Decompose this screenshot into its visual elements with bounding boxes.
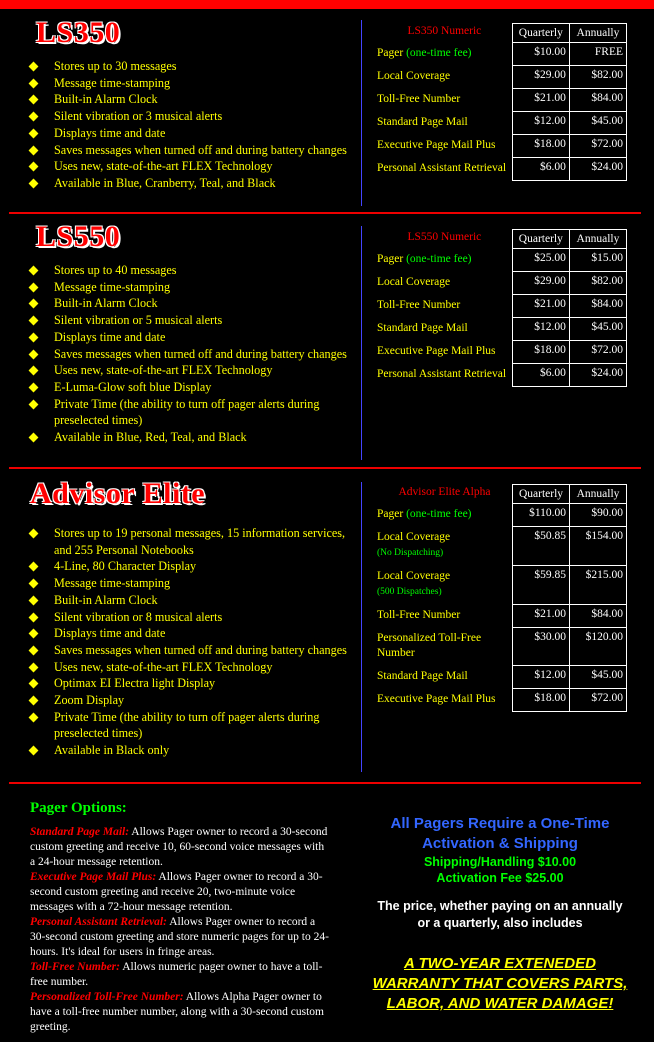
feature-text: 4-Line, 80 Character Display xyxy=(54,559,197,574)
option-description: Allows Alpha Pager owner to have a toll-free number number, along with a 30-second custom greeting. xyxy=(30,991,324,1033)
product-title: LS550 xyxy=(36,220,121,253)
product-title: Advisor Elite xyxy=(30,477,206,510)
feature-item xyxy=(30,558,360,575)
feature-item xyxy=(30,692,360,709)
feature-item xyxy=(30,379,360,396)
column-header-quarterly: Quarterly xyxy=(512,230,569,249)
feature-item xyxy=(30,295,360,312)
feature-text: Saves messages when turned off and during battery changes xyxy=(54,642,347,657)
table-header-row xyxy=(375,485,627,504)
feature-item xyxy=(30,279,360,296)
diamond-bullet-icon xyxy=(29,399,39,409)
diamond-bullet-icon xyxy=(29,595,39,605)
row-label xyxy=(375,89,512,112)
row-label xyxy=(375,135,512,158)
diamond-bullet-icon xyxy=(29,162,39,172)
feature-text: Stores up to 40 messages xyxy=(54,263,177,277)
shipping-fee: Shipping/Handling $10.00 xyxy=(423,855,577,869)
diamond-bullet-icon xyxy=(29,746,39,756)
row-label-text: Pager xyxy=(377,507,407,520)
row-label xyxy=(375,318,512,341)
row-label xyxy=(375,364,512,387)
row-label-note: (one-time fee) xyxy=(406,46,472,59)
section-divider xyxy=(9,782,641,784)
row-label xyxy=(375,341,512,364)
diamond-bullet-icon xyxy=(29,128,39,138)
table-title: LS550 Numeric xyxy=(407,230,482,243)
feature-text: Built-in Alarm Clock xyxy=(54,592,158,607)
feature-item xyxy=(30,262,360,279)
annual-price: $15.00 xyxy=(569,249,626,272)
option-description: Allows Pager owner to record a 30-second custom greeting and receive 10, 60-second voice messages with a 24-hour message retention. xyxy=(30,826,328,868)
feature-item xyxy=(30,709,360,742)
pricing-table xyxy=(375,23,627,181)
table-row xyxy=(375,318,627,341)
feature-text: Displays time and date xyxy=(54,125,166,140)
table-header-row xyxy=(375,230,627,249)
feature-item xyxy=(30,429,360,446)
option-term: Toll-Free Number: xyxy=(30,961,120,973)
annual-price: $72.00 xyxy=(569,135,626,158)
row-label-text: Personal Assistant Retrieval xyxy=(377,161,507,174)
feature-text: Private Time (the ability to turn off pager alerts during preselected times) xyxy=(54,396,320,428)
feature-item xyxy=(30,346,360,363)
section-divider xyxy=(9,467,641,469)
feature-text: Stores up to 19 personal messages, 15 information services, and 255 Personal Notebooks xyxy=(54,526,346,557)
diamond-bullet-icon xyxy=(29,382,39,392)
feature-text: Private Time (the ability to turn off pager alerts during preselected times) xyxy=(54,709,320,741)
quarterly-price: $110.00 xyxy=(512,504,569,527)
diamond-bullet-icon xyxy=(29,579,39,589)
feature-text: Silent vibration or 8 musical alerts xyxy=(54,609,223,624)
option-item xyxy=(30,825,330,870)
quarterly-price: $29.00 xyxy=(512,272,569,295)
diamond-bullet-icon xyxy=(29,95,39,105)
table-row xyxy=(375,605,627,628)
row-label xyxy=(375,43,512,66)
row-label-note: (one-time fee) xyxy=(406,252,472,265)
annual-price: $215.00 xyxy=(570,566,627,605)
diamond-bullet-icon xyxy=(29,112,39,122)
activation-fee: Activation Fee $25.00 xyxy=(436,871,564,885)
feature-text: Uses new, state-of-the-art FLEX Technology xyxy=(54,659,273,674)
row-label-text: Standard Page Mail xyxy=(377,321,468,334)
feature-text: Uses new, state-of-the-art FLEX Technology xyxy=(54,159,273,174)
option-term: Personalized Toll-Free Number: xyxy=(30,991,184,1003)
table-row xyxy=(375,272,627,295)
feature-list xyxy=(30,58,360,192)
feature-item xyxy=(30,75,360,92)
quarterly-price: $59.85 xyxy=(512,566,569,605)
feature-text: Available in Blue, Cranberry, Teal, and Black xyxy=(54,175,276,190)
annual-price: $120.00 xyxy=(570,628,627,666)
quarterly-price: $30.00 xyxy=(512,628,569,666)
feature-text: Saves messages when turned off and during battery changes xyxy=(54,142,347,157)
feature-item xyxy=(30,125,360,142)
pricing-table xyxy=(375,229,627,387)
table-row xyxy=(375,504,627,527)
feature-item xyxy=(30,592,360,609)
column-divider xyxy=(361,20,362,206)
product-title: LS350 xyxy=(36,16,121,49)
row-label-text: Personal Assistant Retrieval xyxy=(377,367,507,380)
column-header-annually: Annually xyxy=(569,230,626,249)
feature-text: Saves messages when turned off and during battery changes xyxy=(54,346,347,361)
annual-price: $24.00 xyxy=(569,364,626,387)
row-label-text: Local Coverage xyxy=(377,530,451,543)
table-row xyxy=(375,249,627,272)
feature-item xyxy=(30,91,360,108)
annual-price: $72.00 xyxy=(569,341,626,364)
option-term: Personal Assistant Retrieval: xyxy=(30,916,167,928)
option-description: Allows Pager owner to record a 30-second custom greeting and store numeric pages for up to 24-hours. It's ideal for users in fringe areas. xyxy=(30,916,329,958)
row-label-text: Executive Page Mail Plus xyxy=(377,138,496,151)
pager-options xyxy=(30,800,330,1035)
top-red-bar xyxy=(0,0,654,9)
row-label xyxy=(375,249,512,272)
annual-price: $45.00 xyxy=(569,112,626,135)
feature-item xyxy=(30,108,360,125)
feature-item xyxy=(30,175,360,192)
feature-text: Silent vibration or 5 musical alerts xyxy=(54,313,223,328)
row-label-text: Pager xyxy=(377,252,407,265)
feature-item xyxy=(30,742,360,759)
feature-item xyxy=(30,158,360,175)
feature-item xyxy=(30,642,360,659)
diamond-bullet-icon xyxy=(29,562,39,572)
row-label xyxy=(375,666,512,689)
diamond-bullet-icon xyxy=(29,679,39,689)
feature-item xyxy=(30,575,360,592)
diamond-bullet-icon xyxy=(29,282,39,292)
option-item xyxy=(30,960,330,990)
row-label xyxy=(375,272,512,295)
column-divider xyxy=(361,482,362,772)
feature-text: Displays time and date xyxy=(54,329,166,344)
diamond-bullet-icon xyxy=(29,299,39,309)
options-list xyxy=(30,825,330,1035)
column-header-quarterly: Quarterly xyxy=(512,24,569,43)
quarterly-price: $12.00 xyxy=(512,318,569,341)
feature-text: Built-in Alarm Clock xyxy=(54,296,158,311)
annual-price: $72.00 xyxy=(570,689,627,712)
diamond-bullet-icon xyxy=(29,712,39,722)
quarterly-price: $6.00 xyxy=(512,158,569,181)
feature-text: Displays time and date xyxy=(54,626,166,641)
option-term: Standard Page Mail: xyxy=(30,826,130,838)
table-row xyxy=(375,364,627,387)
feature-text: Message time-stamping xyxy=(54,576,171,591)
diamond-bullet-icon xyxy=(29,662,39,672)
feature-item xyxy=(30,312,360,329)
row-label-text: Toll-Free Number xyxy=(377,608,461,621)
feature-item xyxy=(30,659,360,676)
row-label-sub: (No Dispatching) xyxy=(377,547,444,558)
table-row xyxy=(375,689,627,712)
diamond-bullet-icon xyxy=(29,696,39,706)
feature-item xyxy=(30,525,360,558)
option-term: Executive Page Mail Plus: xyxy=(30,871,157,883)
feature-text: Stores up to 30 messages xyxy=(54,59,177,73)
annual-price: $154.00 xyxy=(570,527,627,566)
table-header-row xyxy=(375,24,627,43)
row-label xyxy=(375,628,512,666)
feature-item xyxy=(30,396,360,429)
feature-text: Built-in Alarm Clock xyxy=(54,92,158,107)
diamond-bullet-icon xyxy=(29,178,39,188)
quarterly-price: $25.00 xyxy=(512,249,569,272)
option-description: Allows numeric pager owner to have a toll-free number. xyxy=(30,961,323,988)
row-label xyxy=(375,566,512,605)
row-label-note: (one-time fee) xyxy=(406,507,472,520)
row-label-text: Executive Page Mail Plus xyxy=(377,344,496,357)
quarterly-price: $12.00 xyxy=(512,666,569,689)
diamond-bullet-icon xyxy=(29,266,39,276)
annual-price: FREE xyxy=(569,43,626,66)
feature-item xyxy=(30,362,360,379)
column-header-quarterly: Quarterly xyxy=(512,485,569,504)
column-header-annually: Annually xyxy=(570,485,627,504)
feature-list xyxy=(30,262,360,446)
table-row xyxy=(375,158,627,181)
column-header-annually: Annually xyxy=(569,24,626,43)
quarterly-price: $18.00 xyxy=(512,341,569,364)
annual-price: $84.00 xyxy=(569,295,626,318)
row-label-text: Local Coverage xyxy=(377,275,451,288)
row-label-text: Toll-Free Number xyxy=(377,92,461,105)
diamond-bullet-icon xyxy=(29,316,39,326)
activation-notice xyxy=(370,814,630,1014)
feature-item xyxy=(30,609,360,626)
table-row xyxy=(375,341,627,364)
option-item xyxy=(30,915,330,960)
diamond-bullet-icon xyxy=(29,145,39,155)
quarterly-price: $18.00 xyxy=(512,689,569,712)
diamond-bullet-icon xyxy=(29,645,39,655)
row-label-text: Personalized Toll-Free Number xyxy=(377,631,482,659)
table-row xyxy=(375,666,627,689)
annual-price: $84.00 xyxy=(570,605,627,628)
diamond-bullet-icon xyxy=(29,332,39,342)
pricing-table xyxy=(375,484,627,712)
annual-price: $45.00 xyxy=(569,318,626,341)
feature-text: Available in Blue, Red, Teal, and Black xyxy=(54,430,247,445)
row-label-text: Standard Page Mail xyxy=(377,669,468,682)
feature-text: Message time-stamping xyxy=(54,279,171,294)
quarterly-price: $50.85 xyxy=(512,527,569,566)
feature-list xyxy=(30,525,360,759)
quarterly-price: $21.00 xyxy=(512,89,569,112)
table-row xyxy=(375,66,627,89)
feature-item xyxy=(30,329,360,346)
row-label xyxy=(375,112,512,135)
row-label-text: Local Coverage xyxy=(377,69,451,82)
diamond-bullet-icon xyxy=(29,629,39,639)
row-label xyxy=(375,295,512,318)
diamond-bullet-icon xyxy=(29,529,39,539)
quarterly-price: $29.00 xyxy=(512,66,569,89)
row-label xyxy=(375,66,512,89)
feature-text: Message time-stamping xyxy=(54,75,171,90)
notice-line-1: All Pagers Require a One-Time xyxy=(390,815,610,832)
row-label-sub: (500 Dispatches) xyxy=(377,586,442,597)
annual-price: $45.00 xyxy=(570,666,627,689)
row-label xyxy=(375,689,512,712)
table-row xyxy=(375,566,627,605)
row-label-text: Executive Page Mail Plus xyxy=(377,692,496,705)
annual-price: $82.00 xyxy=(569,272,626,295)
row-label-text: Local Coverage xyxy=(377,569,451,582)
table-row xyxy=(375,135,627,158)
quarterly-price: $6.00 xyxy=(512,364,569,387)
annual-price: $90.00 xyxy=(570,504,627,527)
table-row xyxy=(375,89,627,112)
table-row xyxy=(375,527,627,566)
notice-line-2: Activation & Shipping xyxy=(422,835,578,852)
row-label-text: Toll-Free Number xyxy=(377,298,461,311)
table-title: Advisor Elite Alpha xyxy=(398,485,491,498)
diamond-bullet-icon xyxy=(29,366,39,376)
annual-price: $82.00 xyxy=(569,66,626,89)
price-note: The price, whether paying on an annually or a quarterly, also includes xyxy=(377,899,623,930)
option-item xyxy=(30,870,330,915)
quarterly-price: $21.00 xyxy=(512,295,569,318)
diamond-bullet-icon xyxy=(29,433,39,443)
table-row xyxy=(375,43,627,66)
feature-item xyxy=(30,625,360,642)
feature-text: Silent vibration or 3 musical alerts xyxy=(54,109,223,124)
feature-text: E-Luma-Glow soft blue Display xyxy=(54,379,212,394)
row-label xyxy=(375,527,512,566)
diamond-bullet-icon xyxy=(29,62,39,72)
table-row xyxy=(375,628,627,666)
quarterly-price: $12.00 xyxy=(512,112,569,135)
annual-price: $84.00 xyxy=(569,89,626,112)
option-description: Allows Pager owner to record a 30-second custom greeting and receive 20, two-minute voice messages with a 72-hour message retention. xyxy=(30,871,323,913)
annual-price: $24.00 xyxy=(569,158,626,181)
feature-text: Optimax EI Electra light Display xyxy=(54,676,216,691)
diamond-bullet-icon xyxy=(29,612,39,622)
row-label-text: Pager xyxy=(377,46,407,59)
options-heading: Pager Options: xyxy=(30,800,127,816)
quarterly-price: $18.00 xyxy=(512,135,569,158)
feature-text: Zoom Display xyxy=(54,693,125,708)
quarterly-price: $21.00 xyxy=(512,605,569,628)
feature-item xyxy=(30,675,360,692)
diamond-bullet-icon xyxy=(29,78,39,88)
table-row xyxy=(375,295,627,318)
table-row xyxy=(375,112,627,135)
row-label-text: Standard Page Mail xyxy=(377,115,468,128)
feature-item xyxy=(30,142,360,159)
column-divider xyxy=(361,226,362,460)
row-label xyxy=(375,605,512,628)
warranty-banner: A TWO-YEAR EXTENEDED WARRANTY THAT COVERS PARTS, LABOR, AND WATER DAMAGE! xyxy=(372,955,628,1012)
quarterly-price: $10.00 xyxy=(512,43,569,66)
section-divider xyxy=(9,212,641,214)
feature-item xyxy=(30,58,360,75)
feature-text: Available in Black only xyxy=(54,743,170,758)
table-title: LS350 Numeric xyxy=(407,24,482,37)
row-label xyxy=(375,158,512,181)
diamond-bullet-icon xyxy=(29,349,39,359)
row-label xyxy=(375,504,512,527)
feature-text: Uses new, state-of-the-art FLEX Technology xyxy=(54,363,273,378)
option-item xyxy=(30,990,330,1035)
